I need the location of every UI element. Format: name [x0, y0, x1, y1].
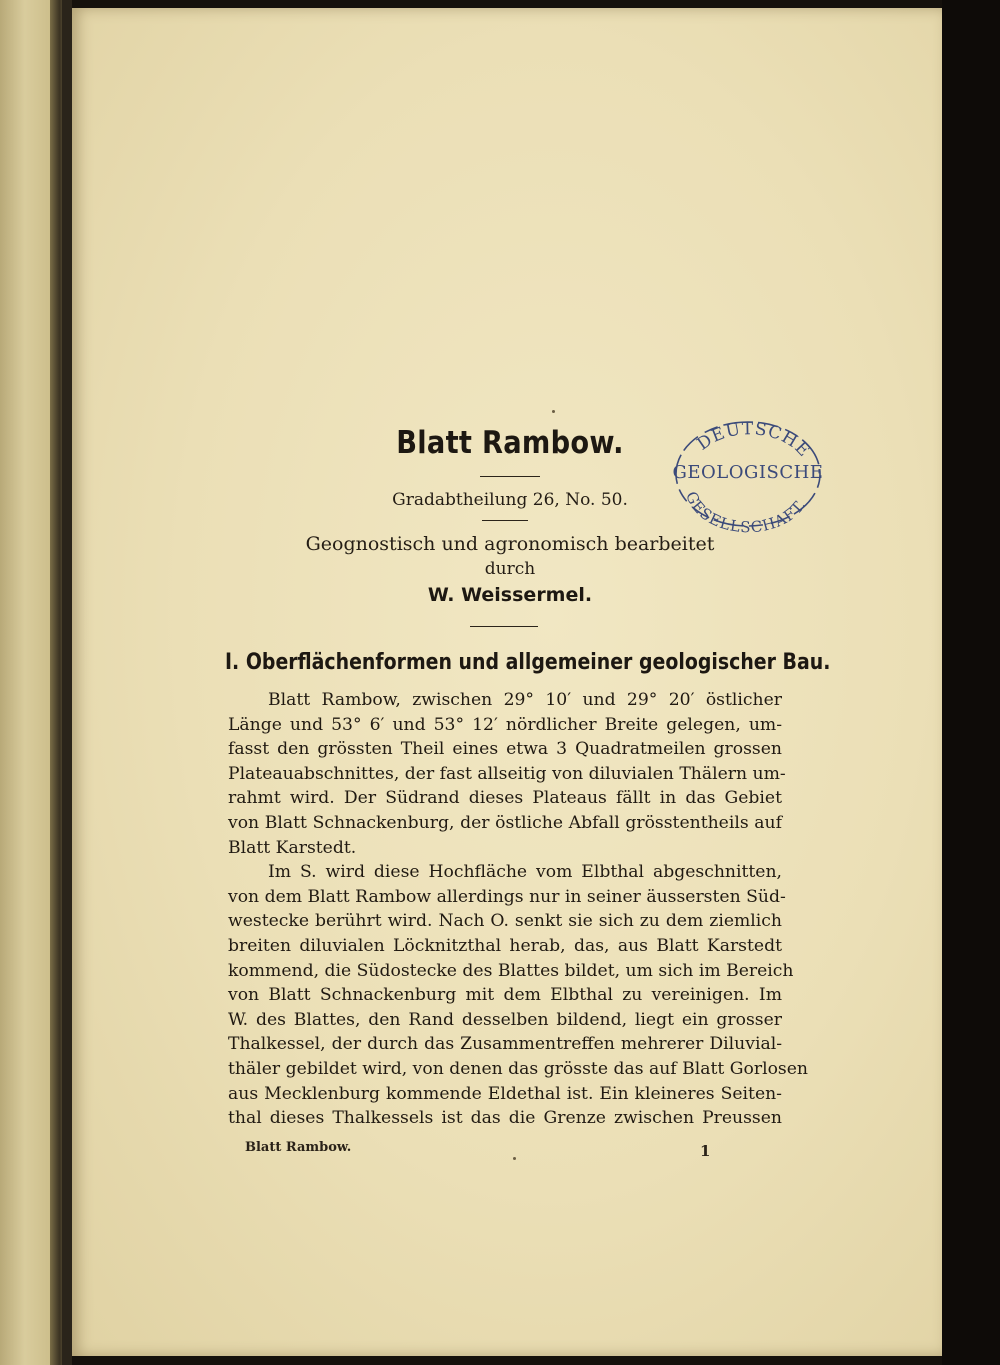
page-number: 1 [700, 1142, 711, 1160]
paragraph-2 [228, 860, 808, 1131]
text-line: breiten diluvialen Löcknitzthal herab, das, aus Blatt Karstedt [228, 935, 782, 956]
text-line: kommend, die Südostecke des Blattes bildet, um sich im Bereich [228, 960, 794, 981]
document-title: Blatt Rambow. [396, 425, 624, 461]
paragraph-1 [228, 688, 786, 860]
text-line: von Blatt Schnackenburg, der östliche Abfall grösstentheils auf [228, 812, 782, 833]
text-line: Plateauabschnittes, der fast allseitig von diluvialen Thälern um- [228, 763, 786, 784]
text-line: Im S. wird diese Hochfläche vom Elbthal abgeschnitten, [268, 862, 782, 883]
text-line: thäler gebildet wird, von denen das grösste das auf Blatt Gorlosen [228, 1058, 808, 1079]
text-line: Blatt Rambow, zwischen 29° 10′ und 29° 20′ östlicher [268, 690, 782, 710]
speck [552, 410, 555, 413]
subtitle-rule [482, 520, 528, 521]
author-name: W. Weissermel. [427, 584, 593, 606]
stamp-text-top: DEUTSCHE [693, 419, 815, 462]
text-line: Länge und 53° 6′ und 53° 12′ nördlicher Breite gelegen, um- [228, 714, 782, 735]
text-line: Blatt Karstedt. [228, 837, 357, 858]
stamp-text-middle: GEOLOGISCHE [672, 462, 824, 483]
text-line: rahmt wird. Der Südrand dieses Plateaus fällt in das Gebiet [228, 788, 782, 809]
credit-by: durch [484, 559, 536, 579]
text-line: von Blatt Schnackenburg mit dem Elbthal zu vereinigen. Im [228, 985, 782, 1006]
author-rule [470, 626, 538, 627]
document-subtitle: Gradabtheilung 26, No. 50. [392, 490, 628, 510]
library-stamp [668, 410, 826, 536]
speck [513, 1157, 516, 1160]
text-line: fasst den grössten Theil eines etwa 3 Quadratmeilen grossen [228, 739, 782, 760]
footer-signature: Blatt Rambow. [245, 1140, 352, 1155]
gutter [62, 0, 72, 1365]
section-heading: I. Oberflächenformen und allgemeiner geologischer Bau. [225, 650, 831, 675]
title-rule [480, 476, 540, 477]
text-line: Thalkessel, der durch das Zusammentreffen mehrerer Diluvial- [228, 1034, 782, 1055]
text-line: W. des Blattes, den Rand desselben bildend, liegt ein grosser [228, 1009, 782, 1030]
page-right-border [942, 0, 1000, 1365]
credit-line: Geognostisch und agronomisch bearbeitet [305, 533, 715, 555]
text-line: thal dieses Thalkessels ist das die Grenze zwischen Preussen [228, 1108, 782, 1129]
body-text [228, 688, 808, 1131]
stamp-text-bottom: GESELLSCHAFT. [682, 488, 810, 536]
text-line: aus Mecklenburg kommende Eldethal ist. Ein kleineres Seiten- [228, 1083, 782, 1104]
page [72, 8, 942, 1356]
text-line: von dem Blatt Rambow allerdings nur in seiner äussersten Süd- [228, 886, 786, 907]
text-line: westecke berührt wird. Nach O. senkt sie sich zu dem ziemlich [228, 911, 782, 932]
